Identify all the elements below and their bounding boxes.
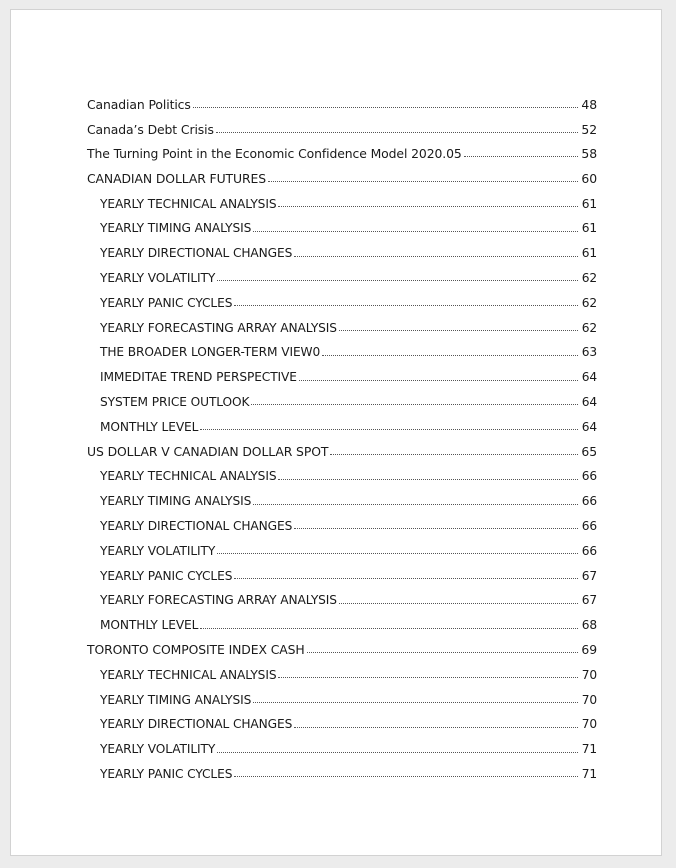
toc-dot-leader bbox=[294, 726, 578, 728]
toc-entry[interactable] bbox=[87, 365, 597, 390]
toc-entry[interactable] bbox=[87, 762, 597, 787]
toc-entry-page-number: 52 bbox=[581, 121, 597, 137]
toc-entry-title: YEARLY TIMING ANALYSIS bbox=[100, 692, 252, 707]
toc-entry-title: YEARLY FORECASTING ARRAY ANALYSIS bbox=[100, 320, 337, 335]
toc-dot-leader bbox=[299, 379, 578, 381]
toc-entry-page-number: 60 bbox=[581, 171, 597, 187]
toc-entry-title: MONTHLY LEVEL bbox=[100, 419, 199, 434]
toc-entry-page-number: 62 bbox=[581, 295, 597, 310]
toc-entry-title: YEARLY TIMING ANALYSIS bbox=[100, 494, 252, 509]
toc-entry-page-number: 67 bbox=[581, 568, 597, 583]
toc-entry[interactable] bbox=[87, 613, 597, 638]
toc-entry-page-number: 61 bbox=[581, 196, 597, 211]
toc-entry-title: YEARLY DIRECTIONAL CHANGES bbox=[100, 518, 293, 533]
toc-entry-page-number: 66 bbox=[581, 469, 597, 484]
toc-dot-leader bbox=[339, 602, 578, 604]
toc-dot-leader bbox=[294, 527, 578, 529]
toc-entry[interactable] bbox=[87, 489, 597, 514]
toc-entry[interactable] bbox=[87, 290, 597, 315]
toc-entry-title: MONTHLY LEVEL bbox=[100, 618, 199, 633]
toc-dot-leader bbox=[234, 304, 578, 306]
toc-dot-leader bbox=[464, 155, 578, 157]
toc-entry-page-number: 71 bbox=[581, 742, 597, 757]
toc-entry[interactable] bbox=[87, 191, 597, 216]
toc-entry[interactable] bbox=[87, 638, 597, 663]
toc-entry[interactable] bbox=[87, 588, 597, 613]
toc-entry[interactable] bbox=[87, 514, 597, 539]
toc-entry-page-number: 48 bbox=[581, 96, 597, 112]
toc-entry[interactable] bbox=[87, 563, 597, 588]
toc-entry-page-number: 68 bbox=[581, 618, 597, 633]
toc-entry-title: TORONTO COMPOSITE INDEX CASH bbox=[87, 642, 305, 658]
toc-entry[interactable] bbox=[87, 538, 597, 563]
toc-entry[interactable] bbox=[87, 662, 597, 687]
toc-entry-page-number: 61 bbox=[581, 221, 597, 236]
toc-entry-page-number: 66 bbox=[581, 494, 597, 509]
toc-entry[interactable] bbox=[87, 166, 597, 191]
toc-dot-leader bbox=[217, 279, 578, 281]
toc-dot-leader bbox=[216, 131, 578, 133]
toc-entry-title: CANADIAN DOLLAR FUTURES bbox=[87, 171, 266, 187]
toc-entry[interactable] bbox=[87, 216, 597, 241]
toc-entry-page-number: 66 bbox=[581, 543, 597, 558]
toc-dot-leader bbox=[278, 676, 578, 678]
toc-entry-page-number: 64 bbox=[581, 370, 597, 385]
toc-entry-title: THE BROADER LONGER-TERM VIEW0 bbox=[100, 345, 321, 360]
toc-entry-title: YEARLY PANIC CYCLES bbox=[100, 568, 233, 583]
toc-entry-title: The Turning Point in the Economic Confidence Model 2020.05 bbox=[87, 146, 462, 162]
toc-dot-leader bbox=[330, 453, 578, 455]
toc-entry[interactable] bbox=[87, 712, 597, 737]
toc-dot-leader bbox=[251, 403, 578, 405]
toc-dot-leader bbox=[322, 354, 578, 356]
toc-dot-leader bbox=[253, 503, 578, 505]
toc-dot-leader bbox=[234, 577, 578, 579]
toc-entry[interactable] bbox=[87, 241, 597, 266]
toc-dot-leader bbox=[307, 651, 578, 653]
toc-entry-title: YEARLY DIRECTIONAL CHANGES bbox=[100, 246, 293, 261]
table-of-contents bbox=[87, 92, 597, 786]
toc-entry-page-number: 71 bbox=[581, 766, 597, 781]
toc-entry-title: YEARLY VOLATILITY bbox=[100, 742, 216, 757]
toc-entry-page-number: 58 bbox=[581, 146, 597, 162]
toc-entry-title: US DOLLAR V CANADIAN DOLLAR SPOT bbox=[87, 444, 329, 460]
toc-entry-page-number: 70 bbox=[581, 692, 597, 707]
toc-entry-title: YEARLY TECHNICAL ANALYSIS bbox=[100, 196, 277, 211]
toc-entry-title: Canadian Politics bbox=[87, 96, 191, 112]
toc-entry[interactable] bbox=[87, 266, 597, 291]
toc-dot-leader bbox=[253, 701, 578, 703]
toc-entry-title: YEARLY TECHNICAL ANALYSIS bbox=[100, 667, 277, 682]
toc-dot-leader bbox=[217, 552, 578, 554]
toc-dot-leader bbox=[278, 478, 578, 480]
toc-entry-page-number: 70 bbox=[581, 717, 597, 732]
toc-entry-page-number: 64 bbox=[581, 394, 597, 409]
toc-dot-leader bbox=[253, 230, 578, 232]
toc-entry-title: Canada’s Debt Crisis bbox=[87, 121, 214, 137]
toc-entry-page-number: 61 bbox=[581, 246, 597, 261]
toc-entry-page-number: 62 bbox=[581, 270, 597, 285]
toc-entry-title: YEARLY VOLATILITY bbox=[100, 270, 216, 285]
toc-entry-title: SYSTEM PRICE OUTLOOK bbox=[100, 394, 250, 409]
toc-entry-page-number: 69 bbox=[581, 642, 597, 658]
toc-entry[interactable] bbox=[87, 340, 597, 365]
toc-entry[interactable] bbox=[87, 390, 597, 415]
toc-entry-page-number: 64 bbox=[581, 419, 597, 434]
toc-dot-leader bbox=[339, 329, 578, 331]
toc-dot-leader bbox=[200, 627, 578, 629]
toc-entry-title: YEARLY VOLATILITY bbox=[100, 543, 216, 558]
toc-dot-leader bbox=[278, 205, 578, 207]
toc-entry[interactable] bbox=[87, 414, 597, 439]
toc-entry-page-number: 70 bbox=[581, 667, 597, 682]
toc-dot-leader bbox=[234, 775, 578, 777]
toc-entry-title: YEARLY TIMING ANALYSIS bbox=[100, 221, 252, 236]
toc-dot-leader bbox=[294, 255, 578, 257]
toc-entry-title: YEARLY FORECASTING ARRAY ANALYSIS bbox=[100, 593, 337, 608]
toc-dot-leader bbox=[268, 180, 578, 182]
toc-entry[interactable] bbox=[87, 737, 597, 762]
toc-entry-title: YEARLY PANIC CYCLES bbox=[100, 295, 233, 310]
toc-entry-title: YEARLY PANIC CYCLES bbox=[100, 766, 233, 781]
toc-entry[interactable] bbox=[87, 464, 597, 489]
toc-entry[interactable] bbox=[87, 687, 597, 712]
toc-entry[interactable] bbox=[87, 439, 597, 464]
toc-entry-page-number: 63 bbox=[581, 345, 597, 360]
toc-entry-page-number: 62 bbox=[581, 320, 597, 335]
toc-entry[interactable] bbox=[87, 117, 597, 142]
toc-entry-title: IMMEDITAE TREND PERSPECTIVE bbox=[100, 370, 297, 385]
toc-entry-title: YEARLY TECHNICAL ANALYSIS bbox=[100, 469, 277, 484]
toc-dot-leader bbox=[200, 428, 578, 430]
toc-entry-page-number: 66 bbox=[581, 518, 597, 533]
toc-entry-page-number: 65 bbox=[581, 444, 597, 460]
toc-entry-page-number: 67 bbox=[581, 593, 597, 608]
toc-entry[interactable] bbox=[87, 142, 597, 167]
toc-entry[interactable] bbox=[87, 315, 597, 340]
toc-dot-leader bbox=[193, 106, 578, 108]
toc-entry-title: YEARLY DIRECTIONAL CHANGES bbox=[100, 717, 293, 732]
document-page bbox=[10, 9, 662, 856]
toc-entry[interactable] bbox=[87, 92, 597, 117]
toc-dot-leader bbox=[217, 751, 578, 753]
